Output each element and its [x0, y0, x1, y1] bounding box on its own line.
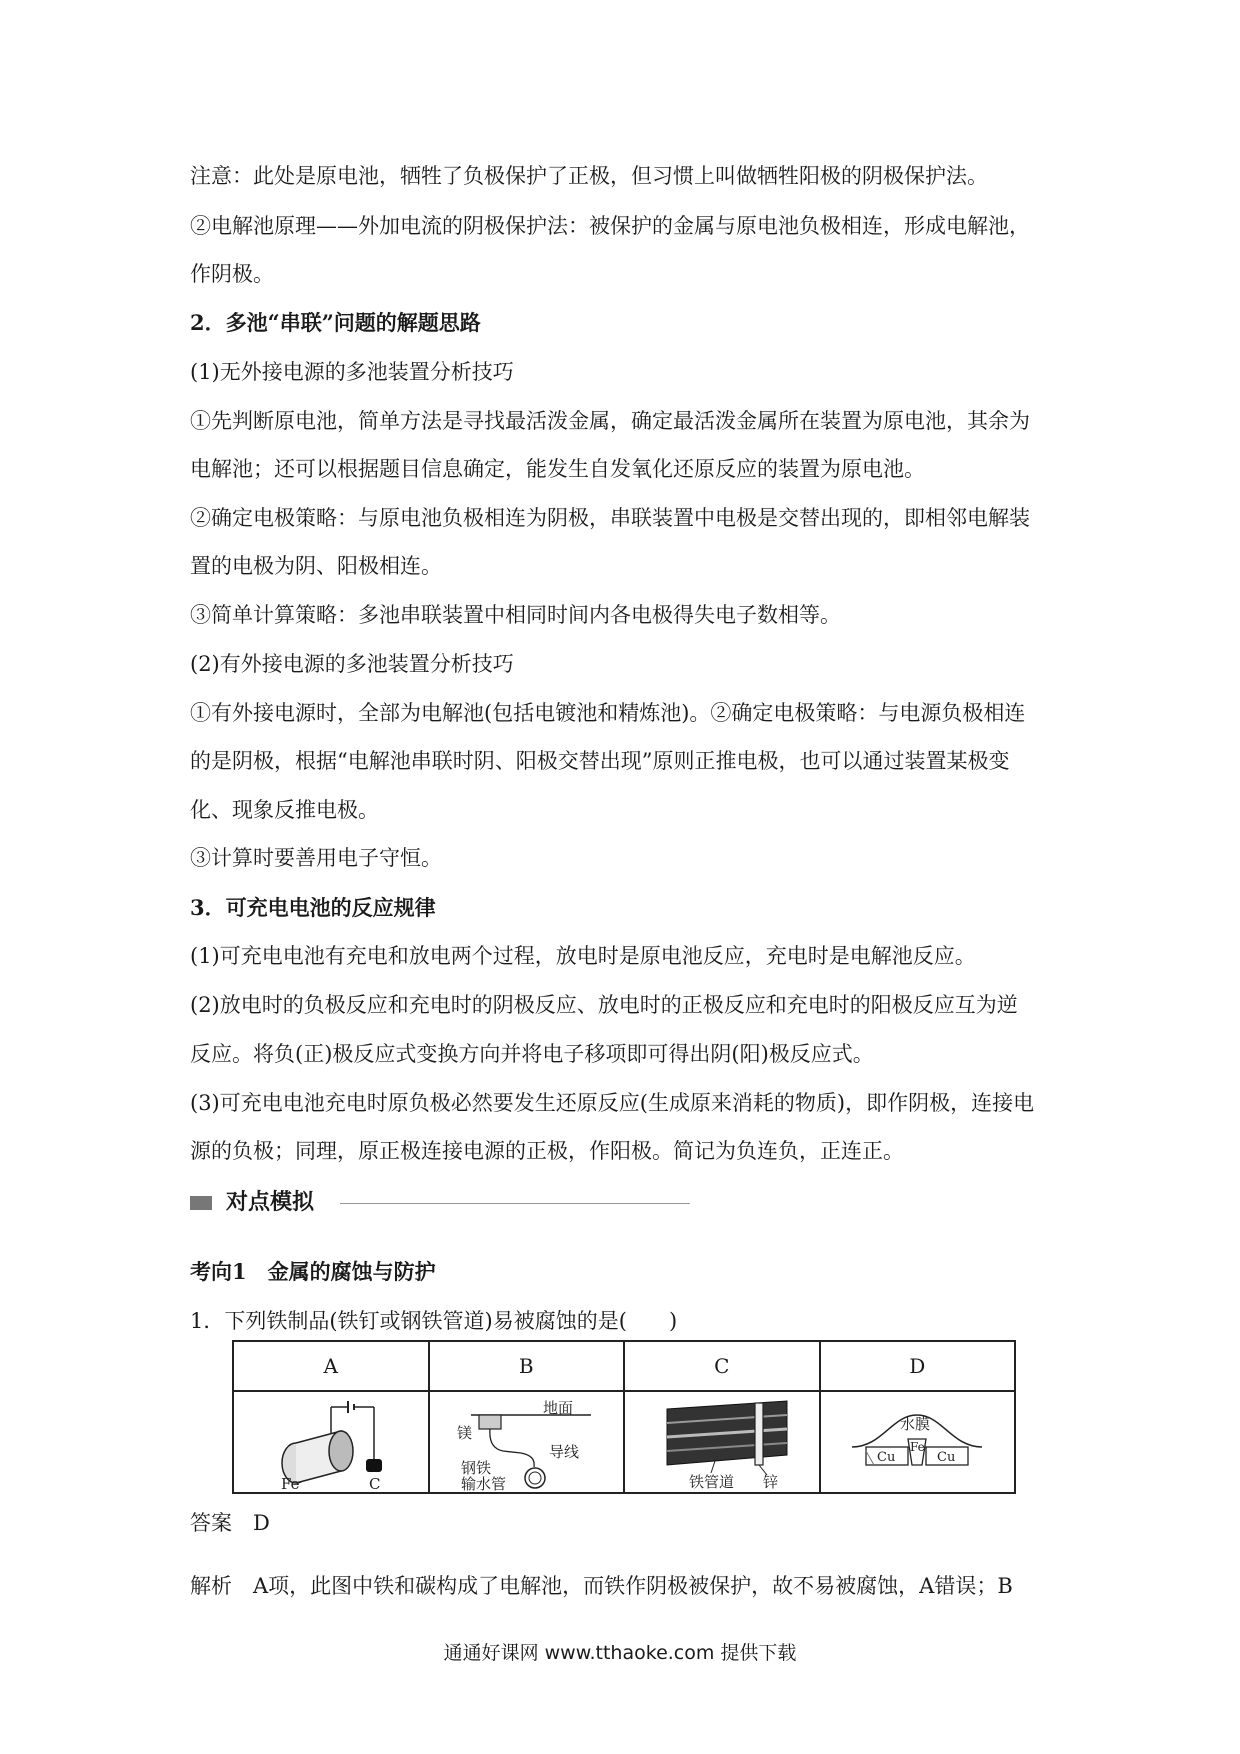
cu-left-label: Cu [877, 1450, 896, 1465]
option-d-figure [820, 1391, 1016, 1493]
pipe-label-line1: 钢铁 [461, 1459, 492, 1477]
text-line: (1)无外接电源的多池装置分析技巧 [190, 360, 514, 384]
section-marker [190, 1196, 212, 1210]
fe-label: Fe [280, 1475, 300, 1491]
wire-label: 导线 [549, 1443, 580, 1461]
pipe-label-line2: 输水管 [461, 1475, 507, 1491]
iron-pipe-zinc-diagram [627, 1393, 817, 1491]
answer-text: 答案 D [190, 1511, 270, 1535]
fe-label: Fe [910, 1440, 926, 1454]
analysis-text: 解析 A项，此图中铁和碳构成了电解池，而铁作阴极被保护，故不易被腐蚀，A错误；B [190, 1574, 1013, 1598]
text-line: 源的负极；同理，原正极连接电源的正极，作阳极。简记为负连负，正连正。 [190, 1139, 904, 1163]
text-line: 作阴极。 [190, 262, 274, 286]
text-line: 电解池；还可以根据题目信息确定，能发生自发氧化还原反应的装置为原电池。 [190, 457, 925, 481]
text-line: 置的电极为阴、阳极相连。 [190, 554, 442, 578]
c-label: C [368, 1475, 381, 1491]
option-a-figure [233, 1391, 429, 1493]
text-line: 注意：此处是原电池，牺牲了负极保护了正极，但习惯上叫做牺牲阳极的阴极保护法。 [190, 164, 988, 188]
text-line: (2)有外接电源的多池装置分析技巧 [190, 652, 514, 676]
ground-label: 地面 [543, 1399, 574, 1417]
direction-heading: 考向1 金属的腐蚀与防护 [190, 1259, 436, 1284]
text-line: 化、现象反推电极。 [190, 798, 379, 822]
option-header-b: B [429, 1341, 625, 1391]
text-line: 反应。将负(正)极反应式变换方向并将电子移项即可得出阴(阳)极反应式。 [190, 1042, 874, 1066]
option-b-figure [429, 1391, 625, 1493]
zinc-label: 锌 [762, 1473, 778, 1491]
subsection-heading: 3．可充电电池的反应规律 [190, 895, 436, 920]
text-line: ②电解池原理——外加电流的阴极保护法：被保护的金属与原电池负极相连，形成电解池， [190, 214, 1030, 238]
text-line: (1)可充电电池有充电和放电两个过程，放电时是原电池反应，充电时是电解池反应。 [190, 944, 976, 968]
options-table [232, 1340, 1016, 1494]
section-divider [340, 1203, 690, 1204]
footer-download-note: 通通好课网 www.tthaoke.com 提供下载 [443, 1642, 797, 1664]
fe-c-electrolysis-diagram [236, 1393, 426, 1491]
option-header-d: D [820, 1341, 1016, 1391]
text-line: ③计算时要善用电子守恒。 [190, 846, 442, 870]
water-film-cu-fe-diagram [822, 1393, 1012, 1491]
text-line: 的是阴极，根据“电解池串联时阴、阳极交替出现”原则正推电极，也可以通过装置某极变 [190, 749, 1010, 773]
mg-label: 镁 [457, 1424, 473, 1442]
section-title: 对点模拟 [226, 1190, 315, 1215]
text-line: ②确定电极策略：与原电池负极相连为阴极，串联装置中电极是交替出现的，即相邻电解装 [190, 506, 1030, 530]
text-line: (2)放电时的负极反应和充电时的阴极反应、放电时的正极反应和充电时的阳极反应互为逆 [190, 993, 1018, 1017]
text-line: ①先判断原电池，简单方法是寻找最活泼金属，确定最活泼金属所在装置为原电池，其余为 [190, 409, 1030, 433]
water-film-label: 水膜 [900, 1415, 931, 1433]
cu-right-label: Cu [937, 1450, 956, 1465]
option-header-a: A [233, 1341, 429, 1391]
subsection-heading: 2．多池“串联”问题的解题思路 [190, 310, 481, 335]
text-line: ③简单计算策略：多池串联装置中相同时间内各电极得失电子数相等。 [190, 603, 841, 627]
option-c-figure [624, 1391, 820, 1493]
text-line: ①有外接电源时，全部为电解池(包括电镀池和精炼池)。②确定电极策略：与电源负极相连 [190, 701, 1026, 725]
option-header-c: C [624, 1341, 820, 1391]
question-text: 1．下列铁制品(铁钉或钢铁管道)易被腐蚀的是( ) [190, 1309, 678, 1333]
section-header [190, 1188, 690, 1218]
pipe-label: 铁管道 [688, 1473, 734, 1491]
mg-pipe-diagram [431, 1393, 621, 1491]
text-line: (3)可充电电池充电时原负极必然要发生还原反应(生成原来消耗的物质)，即作阴极，连接电 [190, 1091, 1035, 1115]
